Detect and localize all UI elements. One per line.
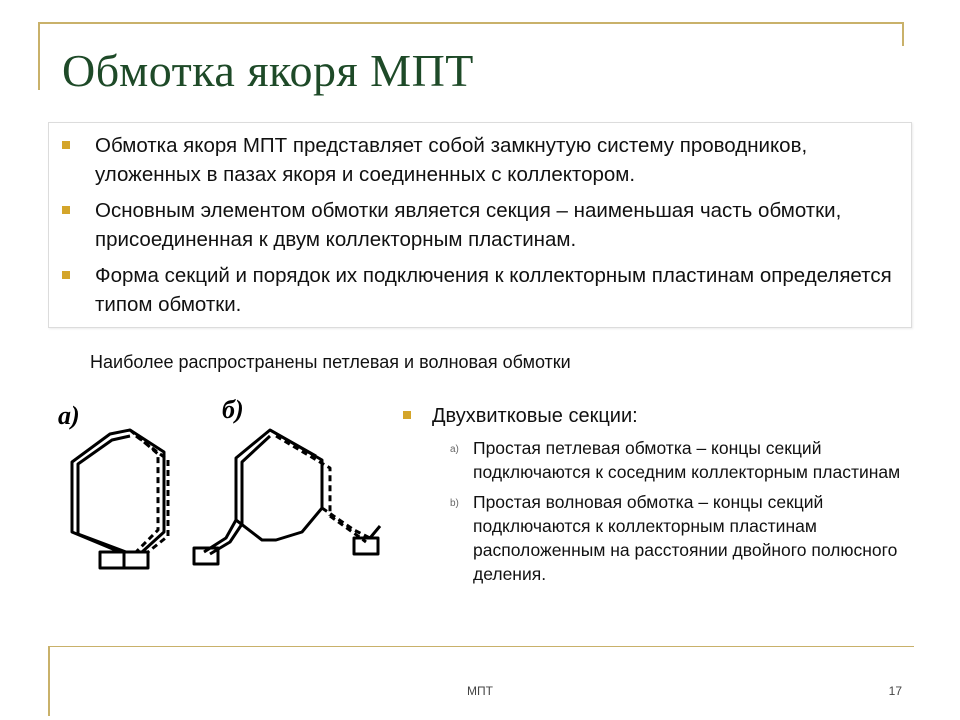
frame-left-line — [38, 22, 40, 90]
section-types-panel — [400, 402, 920, 592]
winding-type-list — [400, 436, 920, 586]
page-number: 17 — [888, 684, 902, 698]
winding-type-item — [400, 490, 920, 586]
winding-type-text: Простая петлевая обмотка – концы секций подключаются к соседним коллекторным пластинам — [473, 438, 901, 482]
bullet-text: Основным элементом обмотки является секция – наименьшая часть обмотки, присоединенная к двум коллекторным пластинам. — [95, 199, 842, 251]
frame-top-line — [38, 22, 904, 24]
list-marker: b) — [450, 498, 459, 509]
footer-title: МПТ — [467, 684, 493, 698]
bullet-square-icon — [403, 411, 411, 419]
section-types-heading: Двухвитковые секции: — [432, 405, 638, 427]
bullet-item — [49, 196, 911, 254]
diagram-label-b: б) — [222, 395, 244, 424]
winding-types-caption: Наиболее распространены петлевая и волновая обмотки — [90, 352, 571, 372]
list-marker: a) — [450, 444, 459, 455]
bullet-square-icon — [62, 141, 70, 149]
bullet-item — [49, 131, 911, 189]
bullet-square-icon — [62, 206, 70, 214]
bullet-text: Форма секций и порядок их подключения к коллекторным пластинам определяется типом обмотки. — [95, 264, 892, 316]
bullet-list — [49, 123, 911, 319]
wave-winding-section — [194, 430, 380, 564]
winding-diagram — [54, 390, 390, 580]
diagram-label-a: а) — [58, 401, 80, 430]
bullet-item — [49, 261, 911, 319]
section-types-bullet — [400, 402, 920, 430]
frame-bottom-left-line — [48, 646, 50, 716]
lap-winding-section — [72, 430, 168, 568]
frame-bottom-line — [48, 646, 914, 647]
frame-right-line — [902, 22, 904, 46]
bullet-box — [48, 122, 912, 328]
bullet-square-icon — [62, 271, 70, 279]
winding-type-item — [400, 436, 920, 484]
bullet-text: Обмотка якоря МПТ представляет собой замкнутую систему проводников, уложенных в пазах якоря и соединенных с коллектором. — [95, 134, 808, 186]
slide-title: Обмотка якоря МПТ — [62, 45, 474, 96]
winding-type-text: Простая волновая обмотка – концы секций подключаются к коллекторным пластинам расположенным на расстоянии двойного полюсного деления. — [473, 492, 898, 584]
